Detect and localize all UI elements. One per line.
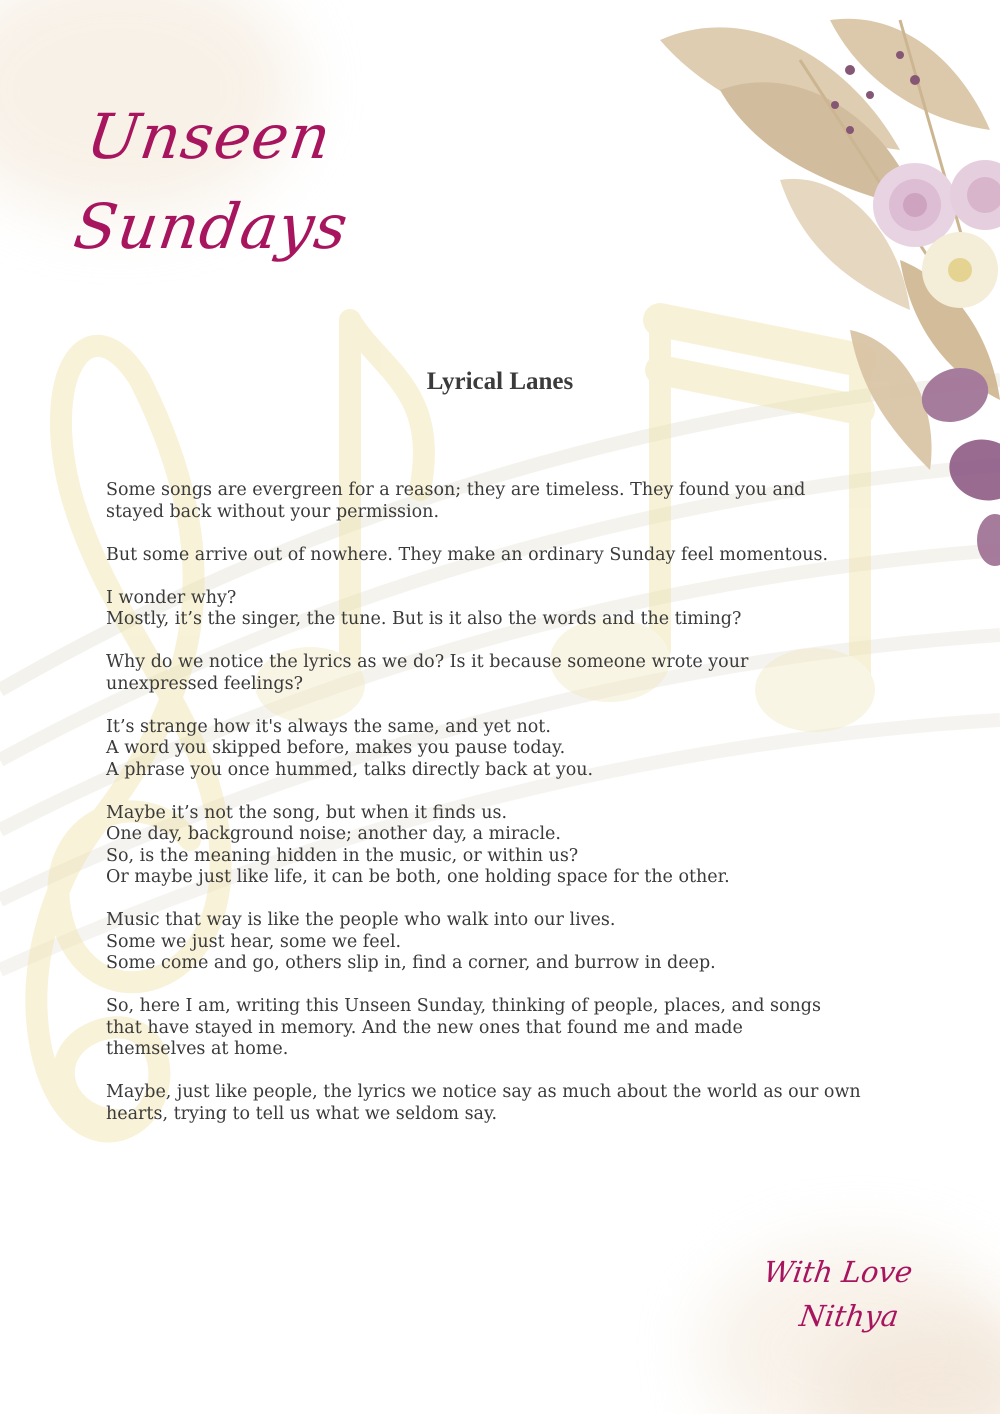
text-line: But some arrive out of nowhere. They make an ordinary Sunday feel momentous.	[106, 544, 829, 565]
text-line: Maybe it’s not the song, but when it finds us.	[106, 802, 508, 823]
text-line: Some we just hear, some we feel.	[106, 931, 402, 952]
text-line: One day, background noise; another day, a miracle.	[106, 824, 561, 844]
paragraph	[106, 717, 916, 782]
text-line: Music that way is like the people who walk into our lives.	[106, 910, 616, 930]
text-line: Mostly, it’s the singer, the tune. But is it also the words and the timing?	[106, 609, 742, 629]
signoff-line: With Love	[761, 1255, 915, 1289]
text-line: So, is the meaning hidden in the music, or within us?	[106, 845, 579, 866]
text-line: Some come and go, others slip in, find a corner, and burrow in deep.	[106, 953, 716, 973]
text-line: I wonder why?	[106, 587, 237, 608]
text-line: So, here I am, writing this Unseen Sunday, thinking of people, places, and songs	[106, 996, 821, 1016]
text-line: unexpressed feelings?	[106, 673, 303, 694]
text-line: A phrase you once hummed, talks directly back at you.	[106, 759, 594, 780]
text-line: Or maybe just like life, it can be both, one holding space for the other.	[106, 867, 730, 887]
text-line: A word you skipped before, makes you pause today.	[106, 738, 566, 758]
text-line: Why do we notice the lyrics as we do? Is it because someone wrote your	[106, 652, 749, 672]
signature	[753, 1250, 967, 1350]
brand-title: Unseen Sundays	[69, 100, 353, 263]
paragraph	[106, 545, 916, 567]
paragraph	[106, 588, 916, 631]
text-line: Some songs are evergreen for a reason; they are timeless. They found you and	[106, 480, 806, 500]
paragraph	[106, 480, 916, 523]
text-line: that have stayed in memory. And the new ones that found me and made	[106, 1017, 743, 1038]
text-line: themselves at home.	[106, 1039, 289, 1059]
paragraph	[106, 652, 916, 695]
paragraph	[106, 1082, 916, 1125]
paragraph	[106, 996, 916, 1061]
article-heading: Lyrical Lanes	[426, 368, 574, 395]
paragraph	[106, 910, 916, 975]
text-line: stayed back without your permission.	[106, 501, 440, 522]
author-name: Nithya	[797, 1299, 901, 1333]
paragraph	[106, 803, 916, 889]
text-line: It’s strange how it's always the same, and yet not.	[106, 716, 551, 737]
article-body	[106, 480, 916, 1147]
text-line: Maybe, just like people, the lyrics we notice say as much about the world as our own	[106, 1082, 861, 1102]
text-line: hearts, trying to tell us what we seldom say.	[106, 1103, 498, 1124]
